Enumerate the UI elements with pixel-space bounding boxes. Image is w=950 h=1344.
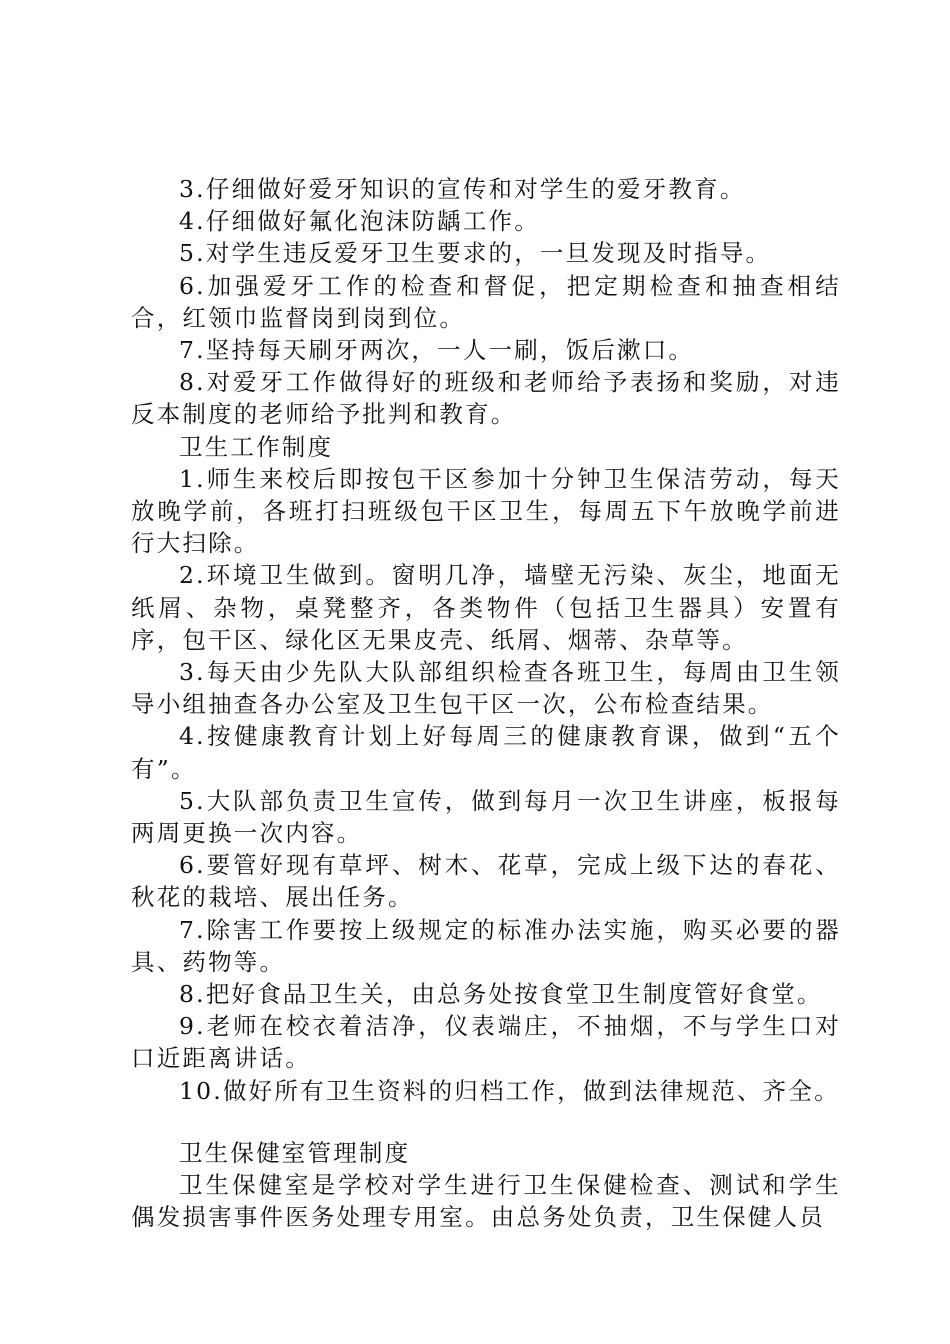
document-body bbox=[131, 173, 841, 1234]
paragraph: 9.老师在校衣着洁净，仪表端庄，不抽烟，不与学生口对口近距离讲话。 bbox=[131, 1012, 841, 1073]
paragraph: 2.环境卫生做到。窗明几净，墙壁无污染、灰尘，地面无纸屑、杂物，桌凳整齐，各类物件（包括卫生器具）安置有序，包干区、绿化区无果皮壳、纸屑、烟蒂、杂草等。 bbox=[131, 561, 841, 654]
paragraph: 6.要管好现有草坪、树木、花草，完成上级下达的春花、秋花的栽培、展出任务。 bbox=[131, 851, 841, 912]
paragraph: 6.加强爱牙工作的检查和督促，把定期检查和抽查相结合，红领巾监督岗到岗到位。 bbox=[131, 271, 841, 332]
paragraph: 3.每天由少先队大队部组织检查各班卫生，每周由卫生领导小组抽查各办公室及卫生包干区一次，公布检查结果。 bbox=[131, 658, 841, 719]
paragraph: 5.大队部负责卫生宣传，做到每月一次卫生讲座，板报每两周更换一次内容。 bbox=[131, 786, 841, 848]
paragraph: 8.对爱牙工作做得好的班级和老师给予表扬和奖励，对违反本制度的老师给予批判和教育。 bbox=[131, 368, 841, 429]
paragraph: 3.仔细做好爱牙知识的宣传和对学生的爱牙教育。 bbox=[179, 175, 746, 203]
paragraph: 7.除害工作要按上级规定的标准办法实施，购买必要的器具、药物等。 bbox=[131, 915, 841, 976]
paragraph: 4.仔细做好氟化泡沫防龋工作。 bbox=[179, 207, 540, 236]
section-title-hygiene: 卫生工作制度 bbox=[179, 432, 334, 461]
paragraph: 1.师生来校后即按包干区参加十分钟卫生保洁劳动，每天放晚学前，各班打扫班级包干区卫生，每周五下午放晚学前进行大扫除。 bbox=[131, 464, 841, 558]
paragraph: 8.把好食品卫生关，由总务处按食堂卫生制度管好食堂。 bbox=[179, 980, 823, 1009]
paragraph: 5.对学生违反爱牙卫生要求的，一旦发现及时指导。 bbox=[179, 239, 772, 268]
blank-line bbox=[131, 1107, 841, 1137]
paragraph: 10.做好所有卫生资料的归档工作，做到法律规范、齐全。 bbox=[179, 1076, 840, 1105]
paragraph: 4.按健康教育计划上好每周三的健康教育课，做到“五个有”。 bbox=[131, 722, 841, 783]
paragraph: 7.坚持每天刷牙两次，一人一刷，饭后漱口。 bbox=[179, 336, 695, 365]
paragraph: 卫生保健室是学校对学生进行卫生保健检查、测试和学生偶发损害事件医务处理专用室。由总务处负责，卫生保健人员 bbox=[131, 1171, 841, 1232]
section-title-clinic: 卫生保健室管理制度 bbox=[179, 1138, 411, 1167]
